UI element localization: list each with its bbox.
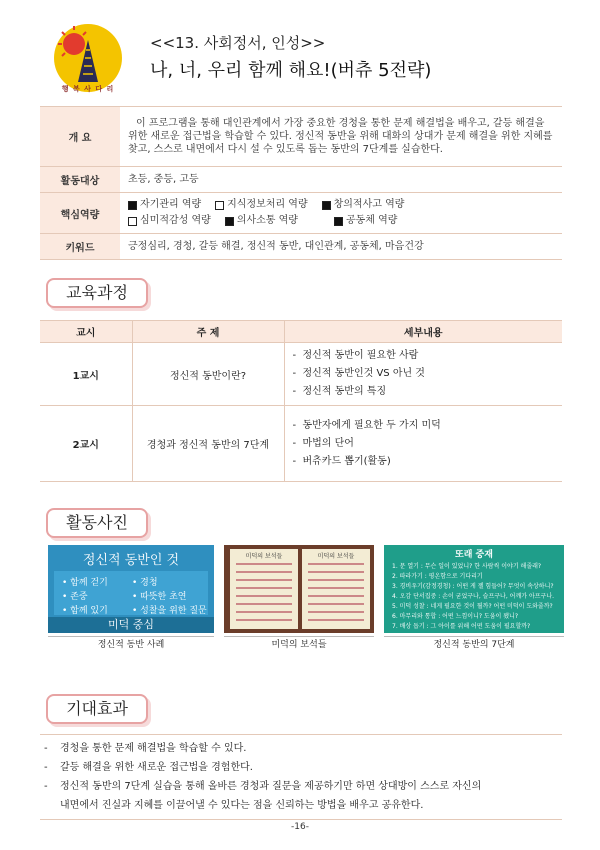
competency-communication: 의사소통 역량 (225, 213, 298, 229)
topic-cell: 정신적 동반이란? (132, 343, 284, 406)
section-title-effects: 기대효과 (46, 694, 148, 724)
effect-item: - 정신적 동반의 7단계 실습을 통해 올바른 경청과 질문을 제공하기만 하면 상대방이 스스로 자신의 (44, 781, 482, 792)
program-category-title: <<13. 사회정서, 인성>> (150, 34, 326, 52)
photo3-line: 4. 오감 단서집중 : 손이 굳었구나, 슬프구나, 어깨가 아프구나. (392, 593, 555, 600)
competency-aesthetic: 심미적감성 역량 (128, 213, 211, 229)
photo3-line: 7. 배상 돕기 : 그 아이를 위해 어떤 도움이 필요할까? (392, 623, 531, 630)
photo3-title: 또래 중재 (455, 550, 493, 560)
photo1-item: • 따뜻한 초연 (132, 592, 187, 602)
curriculum-row (40, 406, 562, 482)
overview-target-row (40, 167, 562, 193)
curriculum-row (40, 343, 562, 406)
overview-summary-row (40, 107, 562, 167)
detail-item: - 마법의 단어 (292, 437, 354, 449)
competency-row-1 (128, 197, 554, 213)
competency-label: 핵심역량 (40, 193, 120, 234)
effect-item: - 경청을 통한 문제 해결법을 학습할 수 있다. (44, 743, 247, 754)
competency-creative-thinking: 창의적사고 역량 (322, 197, 405, 213)
target-text: 초등, 중등, 고등 (120, 167, 562, 193)
section-title-curriculum: 교육과정 (46, 278, 148, 308)
competency-community: 공동체 역량 (334, 213, 397, 229)
photo-spiritual-companioning (48, 545, 214, 633)
target-label: 활동대상 (40, 167, 120, 193)
virtue-card: 미덕의 보석들 (230, 549, 298, 629)
curriculum-table (40, 320, 562, 482)
effect-item-continuation: 내면에서 진실과 지혜를 이끌어낼 수 있다는 점을 신뢰하는 방법을 배우고 공유한다. (60, 800, 424, 811)
competency-knowledge-processing: 지식정보처리 역량 (215, 197, 307, 213)
logo-text: 행 복 사 다 리 (61, 85, 115, 93)
photo1-item: • 성찰을 위한 질문 (132, 606, 207, 616)
detail-item: - 정신적 동반인것 VS 아닌 것 (292, 368, 425, 379)
checkbox-icon (334, 217, 343, 226)
details-cell (284, 343, 562, 406)
photo1-title: 정신적 동반인 것 (82, 553, 180, 568)
photo1-item: • 경청 (132, 578, 158, 588)
details-cell (284, 406, 562, 482)
photo1-footer: 미덕 중심 (48, 617, 214, 633)
photo1-item: • 존중 (62, 592, 88, 602)
checkbox-icon (128, 201, 137, 210)
detail-item: - 정신적 동반이 필요한 사람 (292, 350, 419, 361)
competency-self-management: 자기관리 역량 (128, 197, 201, 213)
keyword-text: 긍정심리, 경청, 갈등 해결, 정신적 동반, 대인관계, 공동체, 마음건강 (120, 234, 562, 260)
overview-table (40, 106, 562, 260)
photo-virtue-gems (224, 545, 374, 633)
summary-text: 이 프로그램을 통해 대인관계에서 가장 중요한 경청을 통한 문제 해결법을 배우고, 갈등 해결을 위한 새로운 접근법을 학습할 수 있다. 정신적 동반을 위해 대화의 상대가 문제 해결을 위한 지혜를 찾고, 스스로 내면에서 다시 설 수 있도록 돕는 동반의 7단계를 실습한다. (120, 107, 562, 167)
checkbox-icon (215, 201, 224, 210)
photo3-line: 2. 따라가기 : 평온함으로 기다리기 (392, 573, 483, 580)
section-title-photos: 활동사진 (46, 508, 148, 538)
col-topic: 주 제 (132, 321, 284, 343)
col-period: 교시 (40, 321, 132, 343)
page-number: -16- (291, 822, 309, 832)
detail-item: - 버츄카드 뽑기(활동) (292, 455, 391, 467)
virtue-card: 미덕의 보석들 (302, 549, 370, 629)
effect-item: - 갈등 해결을 위한 새로운 접근법을 경험한다. (44, 762, 253, 773)
photo2-caption: 미덕의 보석들 (224, 636, 374, 652)
col-details: 세부내용 (284, 321, 562, 343)
checkbox-icon (225, 217, 234, 226)
period-cell: 1교시 (40, 343, 132, 406)
detail-item: - 정신적 동반의 특징 (292, 386, 387, 397)
photo1-caption: 정신적 동반 사례 (48, 636, 214, 652)
photo1-item: • 함께 걷기 (62, 578, 108, 588)
page-header (48, 20, 568, 100)
curriculum-header-row (40, 321, 562, 343)
activity-photos (48, 545, 564, 653)
photo-seven-steps (384, 545, 564, 633)
program-title: 나, 너, 우리 함께 해요!(버츄 5전략) (150, 60, 432, 81)
topic-cell: 경청과 정신적 동반의 7단계 (132, 406, 284, 482)
checkbox-icon (322, 201, 331, 210)
overview-competency-row (40, 193, 562, 234)
photo1-item: • 함께 있기 (62, 606, 108, 616)
photo3-line: 5. 미덕 성찰 : 네게 필요한 것이 뭘까? 어떤 미덕이 도와줄까? (392, 603, 553, 610)
photo3-caption: 정신적 동반의 7단계 (384, 636, 564, 652)
expected-effects-list (40, 734, 562, 820)
period-cell: 2교시 (40, 406, 132, 482)
photo3-line: 3. 경비우기(감정경청) : 어떤 게 젤 힘들어? 무엇이 속상하니? (392, 583, 554, 590)
overview-keyword-row (40, 234, 562, 260)
summary-label: 개 요 (40, 107, 120, 167)
detail-item: - 동반자에게 필요한 두 가지 미덕 (292, 419, 441, 431)
competency-row-2 (128, 213, 554, 229)
photo3-line: 1. 문 열기 : 무슨 일이 있었니? 한 사람씩 이야기 해줄래? (392, 563, 542, 570)
photo3-line: 6. 마무리와 통합 : 어떤 느낌이니? 도움이 됐니? (392, 613, 518, 620)
keyword-label: 키워드 (40, 234, 120, 260)
checkbox-icon (128, 217, 137, 226)
competency-list (120, 193, 562, 234)
